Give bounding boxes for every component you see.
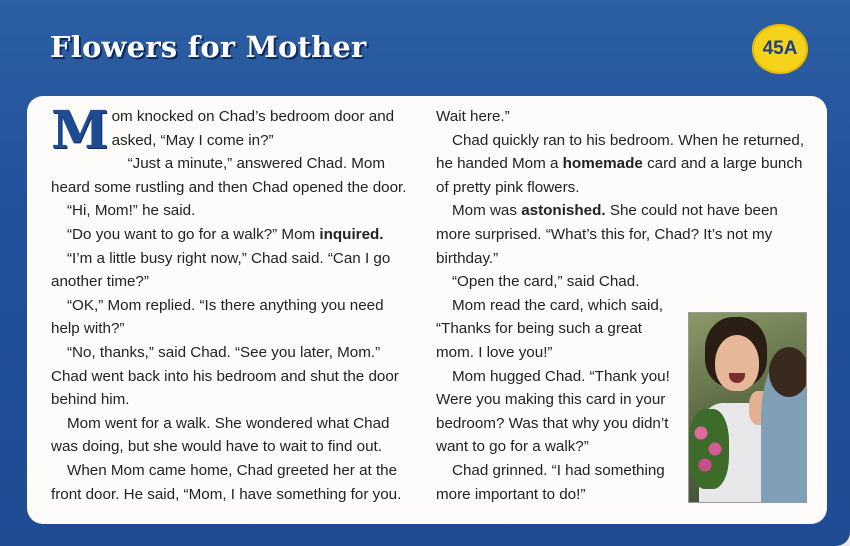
paragraph-3: “Hi, Mom!” he said. bbox=[67, 202, 196, 220]
vocab-word-astonished: astonished. bbox=[521, 202, 606, 220]
paragraph-15: “Thanks for being such a great bbox=[436, 320, 642, 338]
paragraph-10: Wait here.” bbox=[436, 108, 510, 125]
paragraph-2: “Just a minute,” answered Chad. Mom heard some rustling and then Chad opened the door. bbox=[51, 155, 407, 196]
paragraph-16: mom. I love you!” bbox=[436, 343, 553, 361]
mother-and-son-photo bbox=[688, 312, 807, 503]
paragraph-11 bbox=[436, 129, 806, 200]
paragraph-1-text: om knocked on Chad’s bedroom door and asked, “May I come in?” bbox=[111, 108, 395, 149]
paragraph-1 bbox=[51, 100, 415, 161]
pink-flowers-image bbox=[689, 409, 729, 489]
paragraph-12-text-a: Mom was bbox=[452, 202, 522, 220]
vocab-word-inquired: inquired. bbox=[319, 225, 384, 243]
story-column-left bbox=[51, 100, 415, 506]
drop-cap: M bbox=[51, 100, 109, 161]
paragraph-11-text-b: card and a large bunch of pretty pink flowers. bbox=[436, 155, 803, 196]
paragraph-14: Mom read the card, which said, bbox=[452, 296, 664, 314]
paragraph-9: When Mom came home, Chad greeted her at the front door. He said, “Mom, I have something for you. bbox=[51, 461, 402, 503]
paragraph-5: “I’m a little busy right now,” Chad said. “Can I go another time?” bbox=[51, 249, 391, 291]
card-number-badge: 45A bbox=[752, 24, 808, 74]
card-title: Flowers for Mother bbox=[50, 30, 367, 64]
paragraph-12 bbox=[436, 199, 806, 270]
paragraph-18: Chad grinned. “I had something more important to do!” bbox=[436, 461, 665, 503]
paragraph-4 bbox=[51, 223, 415, 247]
story-panel bbox=[27, 96, 827, 524]
paragraph-4-text: “Do you want to go for a walk?” Mom bbox=[67, 225, 320, 243]
paragraph-12-text-b: She could not have been more surprised. “What’s this for, Chad? It’s not my birthday.” bbox=[436, 202, 778, 267]
paragraph-11-text-a: Chad quickly ran to his bedroom. When he returned, he handed Mom a bbox=[436, 131, 805, 173]
paragraph-17: Mom hugged Chad. “Thank you! Were you making this card in your bedroom? Was that why you didn’t want to go for a walk?” bbox=[436, 367, 670, 456]
paragraph-8: Mom went for a walk. She wondered what Chad was doing, but she would have to wait to find out. bbox=[51, 414, 390, 456]
paragraph-7: “No, thanks,” said Chad. “See you later, Mom.” Chad went back into his bedroom and shut the door behind him. bbox=[51, 343, 399, 409]
paragraph-6: “OK,” Mom replied. “Is there anything you need help with?” bbox=[51, 296, 384, 338]
vocab-word-homemade: homemade bbox=[562, 155, 643, 173]
paragraph-13: “Open the card,” said Chad. bbox=[452, 273, 640, 291]
